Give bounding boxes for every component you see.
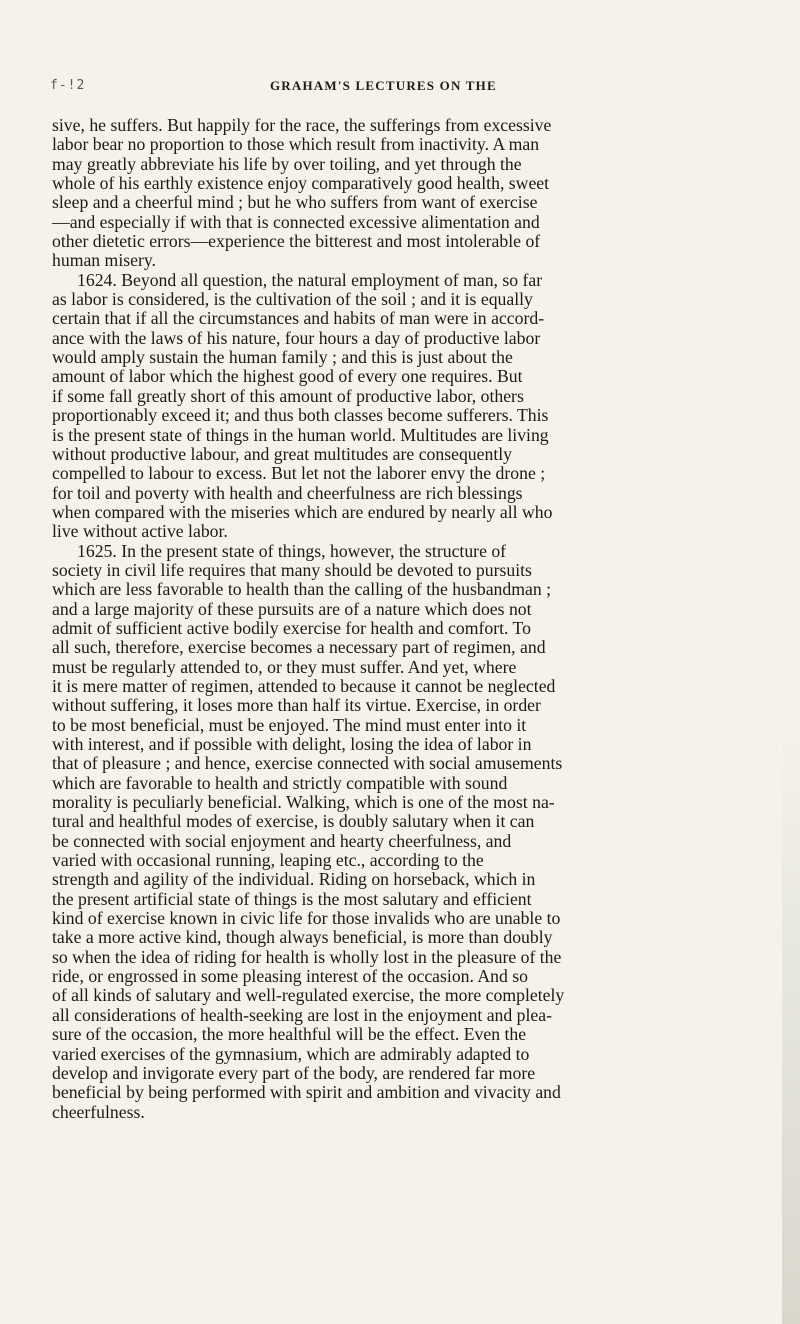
text-line: if some fall greatly short of this amount of productive labor, others bbox=[52, 386, 524, 406]
text-line: all such, therefore, exercise becomes a necessary part of regimen, and bbox=[52, 638, 546, 658]
text-line: which are less favorable to health than the calling of the husbandman ; bbox=[52, 580, 552, 600]
text-line: whole of his earthly existence enjoy comparatively good health, sweet bbox=[52, 174, 550, 194]
text-line: all considerations of health-seeking are lost in the enjoyment and plea- bbox=[52, 1005, 553, 1025]
text-line: with interest, and if possible with delight, losing the idea of labor in bbox=[52, 735, 532, 754]
text-line: sive, he suffers. But happily for the race, the sufferings from excessive bbox=[52, 116, 552, 135]
text-line: amount of labor which the highest good of every one requires. But bbox=[52, 367, 523, 387]
text-line: tural and healthful modes of exercise, is doubly salutary when it can bbox=[52, 812, 535, 832]
text-line: society in civil life requires that many should be devoted to pursuits bbox=[52, 560, 532, 580]
text-line: so when the idea of riding for health is wholly lost in the pleasure of the bbox=[52, 947, 562, 967]
text-line: would amply sustain the human family ; and this is just about the bbox=[52, 348, 513, 368]
text-line: when compared with the miseries which are endured by nearly all who bbox=[52, 502, 553, 522]
text-line: must be regularly attended to, or they must suffer. And yet, where bbox=[52, 657, 517, 677]
text-line: other dietetic errors—experience the bitterest and most intolerable of bbox=[52, 232, 541, 252]
text-line: human misery. bbox=[52, 251, 156, 271]
text-line: that of pleasure ; and hence, exercise connected with social amusements bbox=[52, 754, 563, 774]
text-line: cheerfulness. bbox=[52, 1102, 145, 1122]
text-line: beneficial by being performed with spirit and ambition and vivacity and bbox=[52, 1083, 561, 1103]
text-line: take a more active kind, though always beneficial, is more than doubly bbox=[52, 928, 553, 948]
text-line: as labor is considered, is the cultivation of the soil ; and it is equally bbox=[52, 290, 533, 310]
text-line: morality is peculiarly beneficial. Walking, which is one of the most na- bbox=[52, 793, 555, 813]
paragraph-start: 1625. In the present state of things, however, the structure of bbox=[77, 541, 507, 561]
text-line: be connected with social enjoyment and hearty cheerfulness, and bbox=[52, 831, 512, 851]
paragraph-start: 1624. Beyond all question, the natural employment of man, so far bbox=[77, 270, 543, 290]
scan-edge-shadow bbox=[782, 720, 800, 1324]
text-line: proportionably exceed it; and thus both classes become sufferers. This bbox=[52, 406, 549, 426]
text-line: ance with the laws of his nature, four hours a day of productive labor bbox=[52, 328, 541, 348]
running-head: GRAHAM'S LECTURES ON THE bbox=[270, 78, 497, 93]
text-line: for toil and poverty with health and cheerfulness are rich blessings bbox=[52, 483, 523, 503]
text-line: kind of exercise known in civic life for those invalids who are unable to bbox=[52, 909, 561, 929]
text-line: strength and agility of the individual. Riding on horseback, which in bbox=[52, 870, 536, 890]
text-line: sleep and a cheerful mind ; but he who suffers from want of exercise bbox=[52, 193, 538, 213]
text-line: admit of sufficient active bodily exercise for health and comfort. To bbox=[52, 618, 531, 638]
text-line: labor bear no proportion to those which result from inactivity. A man bbox=[52, 135, 540, 155]
text-line: may greatly abbreviate his life by over toiling, and yet through the bbox=[52, 154, 522, 174]
text-line: sure of the occasion, the more healthful will be the effect. Even the bbox=[52, 1025, 527, 1045]
page-text bbox=[52, 116, 756, 1122]
text-line: is the present state of things in the human world. Multitudes are living bbox=[52, 425, 549, 445]
text-line: which are favorable to health and strictly compatible with sound bbox=[52, 773, 508, 793]
text-line: the present artificial state of things is the most salutary and efficient bbox=[52, 889, 532, 909]
text-line: to be most beneficial, must be enjoyed. The mind must enter into it bbox=[52, 715, 527, 735]
text-line: certain that if all the circumstances and habits of man were in accord- bbox=[52, 309, 545, 329]
text-line: without productive labour, and great multitudes are consequently bbox=[52, 444, 513, 464]
text-line: varied exercises of the gymnasium, which are admirably adapted to bbox=[52, 1044, 530, 1064]
text-line: varied with occasional running, leaping etc., according to the bbox=[52, 851, 484, 871]
page-number: f-!2 bbox=[50, 78, 86, 93]
text-line: compelled to labour to excess. But let not the laborer envy the drone ; bbox=[52, 464, 546, 484]
text-line: of all kinds of salutary and well-regulated exercise, the more completely bbox=[52, 986, 565, 1006]
text-line: develop and invigorate every part of the body, are rendered far more bbox=[52, 1063, 536, 1083]
text-line: and a large majority of these pursuits are of a nature which does not bbox=[52, 599, 532, 619]
text-line: live without active labor. bbox=[52, 522, 228, 542]
text-line: it is mere matter of regimen, attended to because it cannot be neglected bbox=[52, 676, 556, 696]
text-line: without suffering, it loses more than half its virtue. Exercise, in order bbox=[52, 696, 541, 716]
text-line: —and especially if with that is connected excessive alimentation and bbox=[52, 212, 540, 232]
text-line: ride, or engrossed in some pleasing interest of the occasion. And so bbox=[52, 967, 528, 987]
